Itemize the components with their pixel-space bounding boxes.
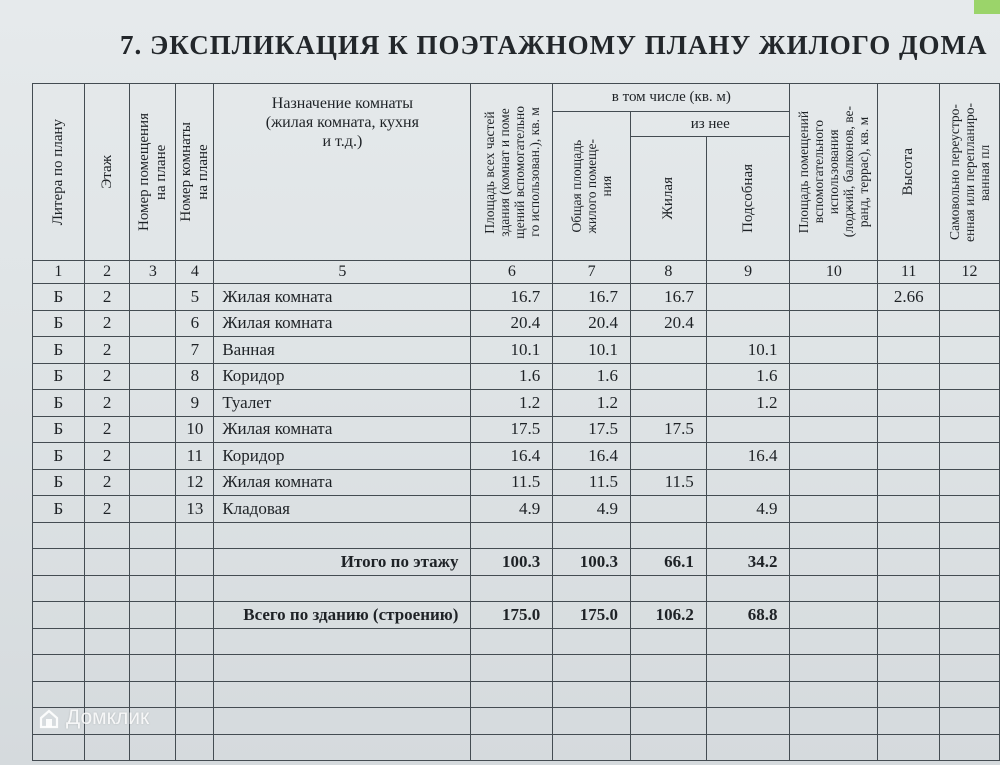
header-room-no-text <box>136 113 170 231</box>
cell-aux-area: 4.9 <box>706 496 790 523</box>
cell-room-no <box>130 337 176 364</box>
header-unauthorized-text <box>947 103 992 242</box>
cell-living-area <box>631 443 707 470</box>
col-number: 5 <box>214 261 471 284</box>
header-litera <box>33 84 85 261</box>
cell-living-area: 20.4 <box>631 310 707 337</box>
cell-purpose: Жилая комната <box>214 284 471 311</box>
cell-litera: Б <box>33 337 85 364</box>
header-unauthorized <box>940 84 1000 261</box>
cell-floor: 2 <box>84 363 130 390</box>
header-room-no <box>130 84 176 261</box>
header-room-num-line1: Номер комнаты <box>177 122 194 222</box>
floor-total-row <box>33 549 1000 576</box>
cell-common-area: 4.9 <box>553 496 631 523</box>
building-total-label: Всего по зданию (строению) <box>214 602 471 629</box>
header-total-area-line4: го использован.), кв. м <box>526 107 542 237</box>
document-title: 7. ЭКСПЛИКАЦИЯ К ПОЭТАЖНОМУ ПЛАНУ ЖИЛОГО ДОМА <box>120 30 988 60</box>
header-room-num <box>176 84 214 261</box>
col-number: 10 <box>790 261 878 284</box>
table-row <box>33 496 1000 523</box>
cell-purpose: Коридор <box>214 363 471 390</box>
cell-floor: 2 <box>84 496 130 523</box>
col-number: 2 <box>84 261 130 284</box>
cell-height: 2.66 <box>878 284 940 311</box>
cell-purpose: Жилая комната <box>214 310 471 337</box>
header-room-no-line1: Номер помещения <box>135 112 152 231</box>
room-rows <box>33 284 1000 523</box>
building-total-common: 175.0 <box>553 602 631 629</box>
cell-common-area: 1.2 <box>553 390 631 417</box>
cell-purpose: Ванная <box>214 337 471 364</box>
header-common-area <box>553 112 631 261</box>
cell-common-area: 16.4 <box>553 443 631 470</box>
cell-litera: Б <box>33 310 85 337</box>
floor-total-common: 100.3 <box>553 549 631 576</box>
table-row <box>33 363 1000 390</box>
header-unauth-line1: Самовольно переустро- <box>947 104 963 240</box>
header-room-num-text <box>178 122 212 222</box>
cell-total-area: 16.7 <box>471 284 553 311</box>
cell-room-num: 12 <box>176 469 214 496</box>
cell-floor: 2 <box>84 443 130 470</box>
cell-room-no <box>130 284 176 311</box>
cell-aux-area <box>706 310 790 337</box>
cell-room-no <box>130 363 176 390</box>
header-room-num-line2: на плане <box>194 144 211 200</box>
cell-aux-area <box>706 284 790 311</box>
cell-unauthorized <box>940 310 1000 337</box>
cell-total-area: 17.5 <box>471 416 553 443</box>
header-height-text: Высота <box>900 148 917 196</box>
cell-extra-area <box>790 496 878 523</box>
cell-purpose: Кладовая <box>214 496 471 523</box>
watermark-text: Домклик <box>66 706 150 729</box>
header-auxiliary-text: Подсобная <box>739 164 756 233</box>
table-row <box>33 310 1000 337</box>
col-number: 8 <box>631 261 707 284</box>
cell-litera: Б <box>33 469 85 496</box>
cell-room-num: 8 <box>176 363 214 390</box>
empty-row <box>33 575 1000 602</box>
col-number: 6 <box>471 261 553 284</box>
watermark <box>38 706 149 730</box>
header-floor-text: Этаж <box>98 155 115 189</box>
cell-room-num: 5 <box>176 284 214 311</box>
cell-extra-area <box>790 390 878 417</box>
green-tab-marker <box>974 0 1000 14</box>
cell-room-num: 13 <box>176 496 214 523</box>
header-total-area <box>471 84 553 261</box>
cell-height <box>878 337 940 364</box>
table-row <box>33 390 1000 417</box>
header-aux-line2: вспомогательного <box>811 120 827 224</box>
table-row <box>33 416 1000 443</box>
cell-aux-area <box>706 469 790 496</box>
cell-aux-area: 1.6 <box>706 363 790 390</box>
cell-litera: Б <box>33 284 85 311</box>
header-aux-line1: Площадь помещений <box>796 110 812 234</box>
cell-total-area: 20.4 <box>471 310 553 337</box>
cell-living-area <box>631 496 707 523</box>
building-total-aux: 68.8 <box>706 602 790 629</box>
cell-common-area: 20.4 <box>553 310 631 337</box>
col-number: 4 <box>176 261 214 284</box>
header-common-line1: Общая площадь <box>569 139 585 233</box>
column-number-row <box>33 261 1000 284</box>
cell-living-area: 16.7 <box>631 284 707 311</box>
col-number: 11 <box>878 261 940 284</box>
cell-unauthorized <box>940 416 1000 443</box>
header-aux-area <box>790 84 878 261</box>
header-floor <box>84 84 130 261</box>
cell-room-num: 7 <box>176 337 214 364</box>
cell-extra-area <box>790 469 878 496</box>
cell-height <box>878 443 940 470</box>
cell-height <box>878 496 940 523</box>
cell-room-no <box>130 310 176 337</box>
header-height <box>878 84 940 261</box>
col-number: 12 <box>940 261 1000 284</box>
cell-total-area: 11.5 <box>471 469 553 496</box>
header-living-text: Жилая <box>659 177 676 220</box>
cell-room-no <box>130 469 176 496</box>
header-aux-area-text <box>796 106 871 237</box>
empty-row <box>33 708 1000 735</box>
cell-purpose: Жилая комната <box>214 416 471 443</box>
cell-total-area: 1.6 <box>471 363 553 390</box>
cell-litera: Б <box>33 496 85 523</box>
floor-total-label: Итого по этажу <box>214 549 471 576</box>
cell-height <box>878 390 940 417</box>
cell-room-no <box>130 496 176 523</box>
cell-height <box>878 363 940 390</box>
header-including: в том числе (кв. м) <box>553 84 790 112</box>
cell-living-area: 11.5 <box>631 469 707 496</box>
header-common-line3: ния <box>599 175 615 197</box>
cell-extra-area <box>790 337 878 364</box>
cell-total-area: 1.2 <box>471 390 553 417</box>
cell-common-area: 16.7 <box>553 284 631 311</box>
header-total-area-line1: Площадь всех частей <box>481 110 497 234</box>
header-auxiliary <box>706 137 790 261</box>
explication-table <box>32 83 1000 761</box>
cell-living-area <box>631 390 707 417</box>
building-total-row <box>33 602 1000 629</box>
cell-floor: 2 <box>84 310 130 337</box>
header-common-line2: жилого помеще- <box>584 138 600 234</box>
table-row <box>33 443 1000 470</box>
cell-height <box>878 469 940 496</box>
empty-row <box>33 734 1000 761</box>
header-total-area-line3: щений вспомогательно <box>511 105 527 239</box>
cell-purpose: Жилая комната <box>214 469 471 496</box>
cell-floor: 2 <box>84 337 130 364</box>
empty-row <box>33 655 1000 682</box>
cell-living-area: 17.5 <box>631 416 707 443</box>
col-number: 3 <box>130 261 176 284</box>
empty-row <box>33 522 1000 549</box>
col-number: 1 <box>33 261 85 284</box>
cell-common-area: 17.5 <box>553 416 631 443</box>
floor-total-aux: 34.2 <box>706 549 790 576</box>
cell-extra-area <box>790 310 878 337</box>
cell-total-area: 10.1 <box>471 337 553 364</box>
cell-height <box>878 416 940 443</box>
col-number: 9 <box>706 261 790 284</box>
header-aux-line3: использования <box>826 129 842 215</box>
header-unauth-line2: енная или перепланиро- <box>962 102 978 242</box>
cell-unauthorized <box>940 390 1000 417</box>
empty-row <box>33 628 1000 655</box>
cell-total-area: 4.9 <box>471 496 553 523</box>
cell-floor: 2 <box>84 416 130 443</box>
cell-height <box>878 310 940 337</box>
header-litera-text: Литера по плану <box>49 118 66 226</box>
empty-row <box>33 681 1000 708</box>
cell-extra-area <box>790 284 878 311</box>
cell-purpose: Туалет <box>214 390 471 417</box>
cell-room-num: 11 <box>176 443 214 470</box>
cell-room-no <box>130 416 176 443</box>
cell-litera: Б <box>33 416 85 443</box>
header-room-no-line2: на плане <box>152 144 169 200</box>
cell-aux-area: 10.1 <box>706 337 790 364</box>
cell-purpose: Коридор <box>214 443 471 470</box>
table-row <box>33 469 1000 496</box>
cell-unauthorized <box>940 363 1000 390</box>
cell-room-num: 6 <box>176 310 214 337</box>
cell-unauthorized <box>940 337 1000 364</box>
building-total-living: 106.2 <box>631 602 707 629</box>
cell-unauthorized <box>940 496 1000 523</box>
header-row-1 <box>33 84 1000 112</box>
cell-unauthorized <box>940 443 1000 470</box>
cell-unauthorized <box>940 284 1000 311</box>
header-aux-line4: (лоджий, балконов, ве- <box>841 106 857 238</box>
cell-aux-area: 1.2 <box>706 390 790 417</box>
header-common-area-text <box>569 139 614 234</box>
header-total-area-text <box>482 106 542 239</box>
cell-floor: 2 <box>84 390 130 417</box>
house-logo-icon <box>38 707 60 729</box>
cell-room-no <box>130 390 176 417</box>
floor-total-area: 100.3 <box>471 549 553 576</box>
cell-total-area: 16.4 <box>471 443 553 470</box>
header-purpose <box>214 84 471 261</box>
cell-aux-area <box>706 416 790 443</box>
col-number: 7 <box>553 261 631 284</box>
cell-room-no <box>130 443 176 470</box>
cell-extra-area <box>790 443 878 470</box>
cell-unauthorized <box>940 469 1000 496</box>
cell-room-num: 10 <box>176 416 214 443</box>
header-unauth-line3: ванная пл <box>977 143 993 201</box>
cell-extra-area <box>790 416 878 443</box>
cell-litera: Б <box>33 363 85 390</box>
cell-aux-area: 16.4 <box>706 443 790 470</box>
cell-room-num: 9 <box>176 390 214 417</box>
header-living <box>631 137 707 261</box>
cell-living-area <box>631 337 707 364</box>
table-row <box>33 337 1000 364</box>
cell-common-area: 1.6 <box>553 363 631 390</box>
table-row <box>33 284 1000 311</box>
building-total-area: 175.0 <box>471 602 553 629</box>
cell-common-area: 10.1 <box>553 337 631 364</box>
header-aux-line5: ранд, террас), кв. м <box>856 116 872 228</box>
cell-floor: 2 <box>84 284 130 311</box>
cell-living-area <box>631 363 707 390</box>
cell-litera: Б <box>33 390 85 417</box>
floor-total-living: 66.1 <box>631 549 707 576</box>
header-of-it: из нее <box>631 112 790 137</box>
cell-litera: Б <box>33 443 85 470</box>
header-total-area-line2: здания (комнат и поме <box>496 107 512 237</box>
cell-extra-area <box>790 363 878 390</box>
cell-common-area: 11.5 <box>553 469 631 496</box>
cell-floor: 2 <box>84 469 130 496</box>
header-purpose-text: Назначение комнаты (жилая комната, кухня и т.д.) <box>265 95 419 150</box>
